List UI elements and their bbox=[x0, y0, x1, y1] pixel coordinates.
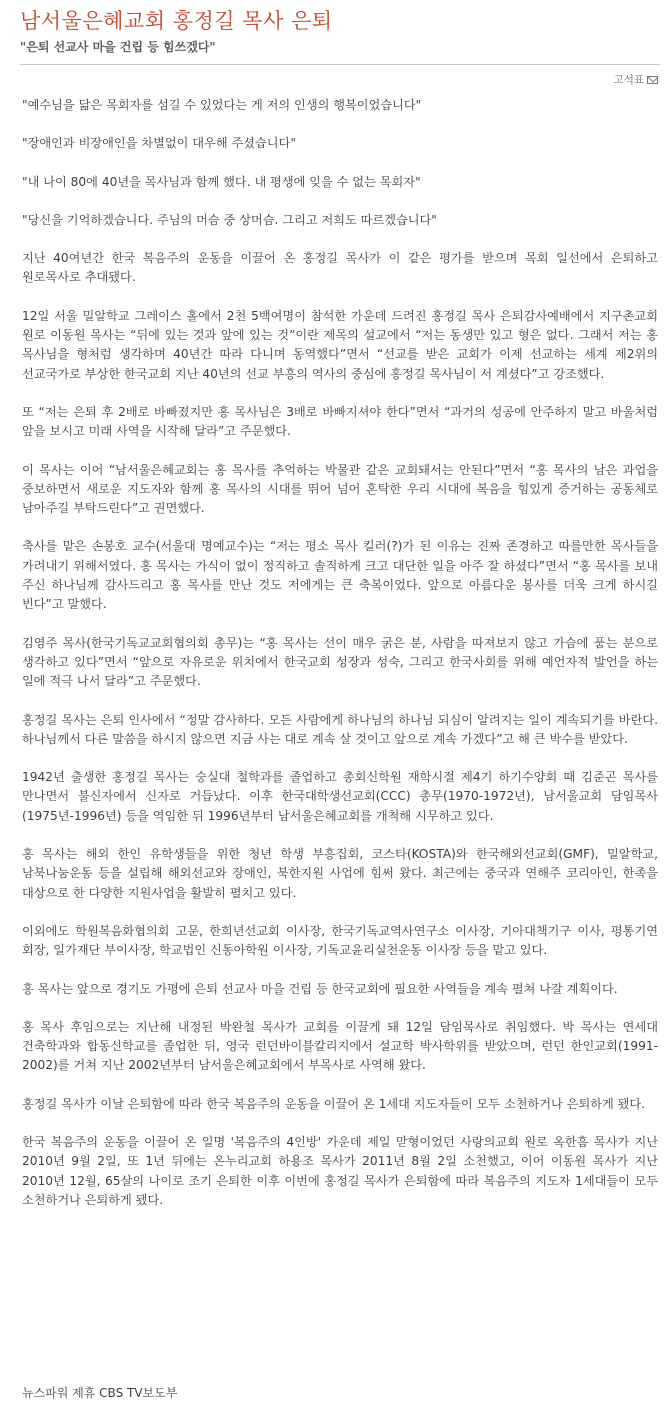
article-paragraph: 홍정길 목사는 은퇴 인사에서 “정말 감사하다. 모든 사람에게 하나님의 하나님 되심이 알려지는 일이 계속되기를 바란다. 하나님께서 다른 말씀을 하시지 않으면 지금 사는 대로 계속 살 것이고 앞으로 계속 가겠다”고 해 큰 박수를 받았다. bbox=[22, 712, 658, 746]
article-paragraph: "예수님을 닮은 목회자를 섬길 수 있었다는 게 저의 인생의 행복이었습니다" bbox=[22, 98, 422, 112]
article-paragraph: 홍 목사는 해외 한인 유학생들을 위한 청년 학생 부흥집회, 코스타(KOSTA)와 한국해외선교회(GMF), 밀알학교, 남북나눔운동 등을 설립해 해외선교와 장애인, 북한지원 사업에 힘써 왔다. 최근에는 중국과 연해주 코리아인, 한족을 대상으로 한 다양한 지원사업을 활발히 펼치고 있다. bbox=[22, 847, 658, 900]
article-paragraph: 이외에도 학원복음화협의회 고문, 한희년선교회 이사장, 한국기독교역사연구소 이사장, 기아대책기구 이사, 평통기연 회장, 일가재단 부이사장, 학교법인 신동아학원 이사장, 기독교윤리실천운동 이사장 등을 맡고 있다. bbox=[22, 923, 658, 958]
article-paragraph: 한국 복음주의 운동을 이끌어 온 일명 '복음주의 4인방' 가운데 제일 맏형이었던 사랑의교회 원로 옥한흠 목사가 지난 2010년 9월 2일, 또 1년 뒤에는 온누리교회 하용조 목사가 2011년 8월 2일 소천했고, 이어 이동원 목사가 지난 2010년 12월, 65살의 나이로 조기 은퇴한 이후 이번에 홍정길 목사가 은퇴함에 따라 복음주의 지도자 1세대들이 모두 소천하거나 은퇴하게 됐다. bbox=[22, 1134, 658, 1207]
article-credit: 뉴스파워 제휴 CBS TV보도부 bbox=[22, 1386, 178, 1400]
article-paragraph: 1942년 출생한 홍정길 목사는 숭실대 철학과를 졸업하고 총회신학원 재학시절 제4기 하기수양회 때 김준곤 목사를 만나면서 불신자에서 신자로 거듭났다. 이후 한국대학생선교회(CCC) 총무(1970-1972년), 남서울교회 담임목사(1975년-1996년) 등을 역임한 뒤 1996년부터 남서울은혜교회를 개척해 시무하고 있다. bbox=[22, 770, 658, 823]
article-paragraph: "당신을 기억하겠습니다. 주님의 머슴 중 상머슴. 그리고 저희도 따르겠습니다" bbox=[22, 212, 437, 227]
article-paragraph: 이 목사는 이어 “남서울은혜교회는 홍 목사를 추억하는 박물관 같은 교회돼서는 안된다”면서 “홍 목사의 남은 과업을 중보하면서 새로운 지도자와 함께 홍 목사의 시대를 뛰어 넘어 혼탁한 우리 시대에 복음을 힘있게 증거하는 공동체로 남아주길 부탁드린다”고 권면했다. bbox=[22, 462, 658, 516]
article-paragraph: 지난 40여년간 한국 복음주의 운동을 이끌어 온 홍정길 목사가 이 같은 평가를 받으며 목회 일선에서 은퇴하고 원로목사로 추대됐다. bbox=[22, 251, 658, 285]
article-title: 남서울은혜교회 홍정길 목사 은퇴 bbox=[20, 9, 333, 33]
mail-icon[interactable] bbox=[647, 76, 658, 84]
article-body bbox=[22, 96, 658, 1229]
article-paragraph: 홍 목사 후임으로는 지난해 내정된 박완철 목사가 교회를 이끌게 돼 12일 담임목사로 취임했다. 박 목사는 연세대 건축학과와 합동신학교를 졸업한 뒤, 영국 런던바이블칼리지에서 설교학 박사학위를 받았으며, 런던 한인교회(1991-2002)를 거쳐 지난 2002년부터 남서울은혜교회에서 부목사로 사역해 왔다. bbox=[22, 1019, 658, 1073]
article-paragraph: "내 나이 80에 40년을 목사님과 함께 했다. 내 평생에 잊을 수 없는 목회자" bbox=[22, 174, 421, 189]
title-divider bbox=[20, 64, 660, 65]
article-paragraph: 홍정길 목사가 이날 은퇴함에 따라 한국 복음주의 운동을 이끌어 온 1세대 지도자들이 모두 소천하거나 은퇴하게 됐다. bbox=[22, 1096, 646, 1111]
article-paragraph: 12일 서울 밀알학교 그레이스 홀에서 2천 5백여명이 참석한 가운데 드려진 홍정길 목사 은퇴감사예배에서 지구촌교회 원로 이동원 목사는 “뒤에 있는 것과 앞에 있는 것”이란 제목의 설교에서 “저는 동생만 있고 형은 없다. 그래서 저는 홍 목사님을 형처럼 생각하며 40년간 따라 다니며 동역했다”면서 “선교를 받은 교회가 이제 선교하는 세계 제2위의 선교국가로 부상한 한국교회 지난 40년의 선교 부흥의 역사의 중심에 홍정길 목사님이 서 계셨다”고 강조했다. bbox=[22, 308, 658, 381]
byline[interactable] bbox=[614, 72, 658, 88]
article-paragraph: 홍 목사는 앞으로 경기도 가평에 은퇴 선교사 마을 건립 등 한국교회에 필요한 사역들을 계속 펼쳐 나갈 계획이다. bbox=[22, 981, 618, 996]
article-paragraph: "장애인과 비장애인을 차별없이 대우해 주셨습니다" bbox=[22, 136, 296, 151]
article-paragraph: 축사를 맡은 손봉호 교수(서울대 명예교수)는 “저는 평소 목사 킬러(?)가 된 이유는 진짜 존경하고 따를만한 목사들을 가려내기 위해서였다. 홍 목사는 가식이 없이 정직하고 솔직하게 크고 대단한 일을 아주 잘 하셨다”면서 “홍 목사를 보내 주신 하나님께 감사드리고 홍 목사를 만난 것도 저에게는 큰 축복이었다. 앞으로 아름다운 봉사를 더욱 크게 하시길 빈다”고 말했다. bbox=[22, 539, 658, 612]
article-subtitle: "은퇴 선교사 마을 건립 등 힘쓰겠다" bbox=[20, 40, 216, 54]
article-paragraph: 또 “저는 은퇴 후 2배로 바빠졌지만 홍 목사님은 3배로 바빠지셔야 한다”면서 “과거의 성공에 안주하지 말고 바울처럼 앞을 보시고 미래 사역을 시작해 달라”고 주문했다. bbox=[22, 404, 658, 439]
reporter-name[interactable]: 고석표 bbox=[613, 74, 644, 86]
article-paragraph: 김영주 목사(한국기독교교회협의회 총무)는 “홍 목사는 선이 매우 굵은 분, 사람을 따져보지 않고 가슴에 품는 분으로 생각하고 있다”면서 “앞으로 자유로운 위치에서 한국교회 성장과 성숙, 그리고 한국사회를 위해 예언자적 발언을 하는 일에 적극 나서 달라”고 주문했다. bbox=[22, 635, 658, 689]
